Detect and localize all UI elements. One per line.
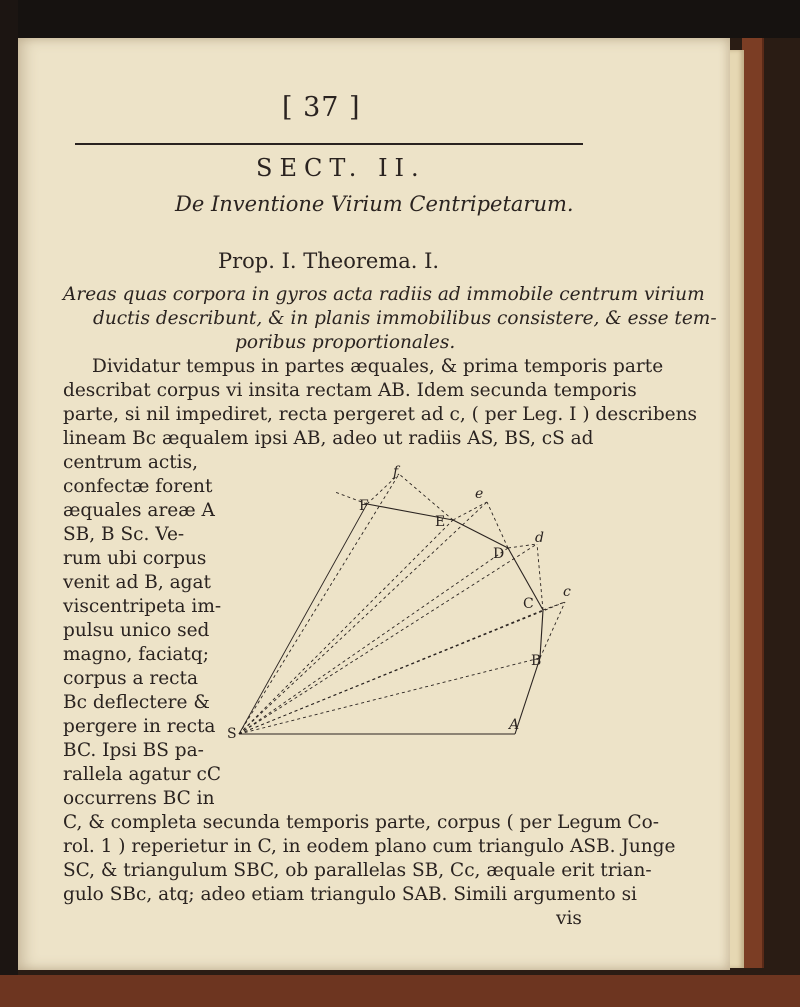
body-line: describat corpus vi insita rectam AB. Idem secunda temporis xyxy=(63,380,637,401)
radius-SE xyxy=(239,520,453,734)
body-line: parte, si nil impediret, recta pergeret ad c, ( per Leg. I ) describens xyxy=(63,404,698,425)
body-column-line: SB, B Sc. Ve- xyxy=(63,524,185,545)
background-left xyxy=(0,0,18,1007)
label-e: e xyxy=(475,486,484,502)
book-cover-edge xyxy=(742,38,764,968)
body-line: lineam Bc æqualem ipsi AB, adeo ut radiis AS, BS, cS ad xyxy=(63,428,594,449)
radius-SB xyxy=(239,658,540,734)
geometric-figure xyxy=(225,462,585,752)
body-line: gulo SBc, atq; adeo etiam triangulo SAB. Simili argumento si xyxy=(63,884,637,905)
body-column-line: rum ubi corpus xyxy=(63,548,207,569)
line-Ee xyxy=(453,502,487,520)
line-BC xyxy=(540,610,543,658)
body-column-line: occurrens BC in xyxy=(63,788,215,809)
label-f: f xyxy=(393,464,399,480)
line-SF xyxy=(239,504,367,734)
catchword: vis xyxy=(556,908,582,929)
body-column-line: Bc deflectere & xyxy=(63,692,210,713)
label-d: d xyxy=(535,530,544,546)
header-rule xyxy=(75,143,583,145)
body-column-line: æquales areæ A xyxy=(63,500,215,521)
body-column-line: magno, faciatq; xyxy=(63,644,209,665)
book-cover-bottom xyxy=(0,975,800,1007)
page-number: [ 37 ] xyxy=(282,92,361,123)
body-line: C, & completa secunda temporis parte, corpus ( per Legum Co- xyxy=(63,812,660,833)
body-column-line: pulsu unico sed xyxy=(63,620,210,641)
label-E: E xyxy=(435,514,446,530)
body-line: rol. 1 ) reperietur in C, in eodem plano cum triangulo ASB. Junge xyxy=(63,836,676,857)
label-S: S xyxy=(227,726,237,742)
body-column-line: venit ad B, agat xyxy=(63,572,211,593)
body-column-line: confectæ forent xyxy=(63,476,213,497)
body-column-line: BC. Ipsi BS pa- xyxy=(63,740,204,761)
line-De xyxy=(487,502,508,548)
label-c: c xyxy=(563,584,571,600)
section-subtitle: De Inventione Virium Centripetarum. xyxy=(175,192,574,216)
label-C: C xyxy=(523,596,534,612)
section-heading: SECT. II. xyxy=(256,154,426,182)
enunciation-line: Areas quas corpora in gyros acta radiis ad immobile centrum virium xyxy=(63,284,705,305)
enunciation-line: ductis describunt, & in planis immobilibus consistere, & esse tem- xyxy=(93,308,717,329)
body-line: SC, & triangulum SBC, ob parallelas SB, Cc, æquale erit trian- xyxy=(63,860,652,881)
radius-Sc xyxy=(239,602,565,734)
body-column-line: viscentripeta im- xyxy=(63,596,222,617)
enunciation-line: poribus proportionales. xyxy=(235,332,456,353)
label-A: A xyxy=(509,717,520,733)
radius-Sf xyxy=(239,474,399,734)
label-D: D xyxy=(493,546,505,562)
radius-Se xyxy=(239,502,487,734)
label-F: F xyxy=(359,498,369,514)
background-top xyxy=(0,0,800,38)
label-B: B xyxy=(531,653,542,669)
line-Cc xyxy=(543,602,565,610)
line-Dd xyxy=(508,544,537,548)
body-column-line: rallela agatur cC xyxy=(63,764,221,785)
body-column-line: corpus a recta xyxy=(63,668,199,689)
line-Bc xyxy=(540,602,565,658)
body-line: Dividatur tempus in partes æquales, & prima temporis parte xyxy=(92,356,664,377)
line-DE xyxy=(453,520,508,548)
radius-Sd xyxy=(239,544,537,734)
body-column-line: pergere in recta xyxy=(63,716,216,737)
body-line: centrum actis, xyxy=(63,452,198,473)
proposition-heading: Prop. I. Theorema. I. xyxy=(218,249,440,273)
